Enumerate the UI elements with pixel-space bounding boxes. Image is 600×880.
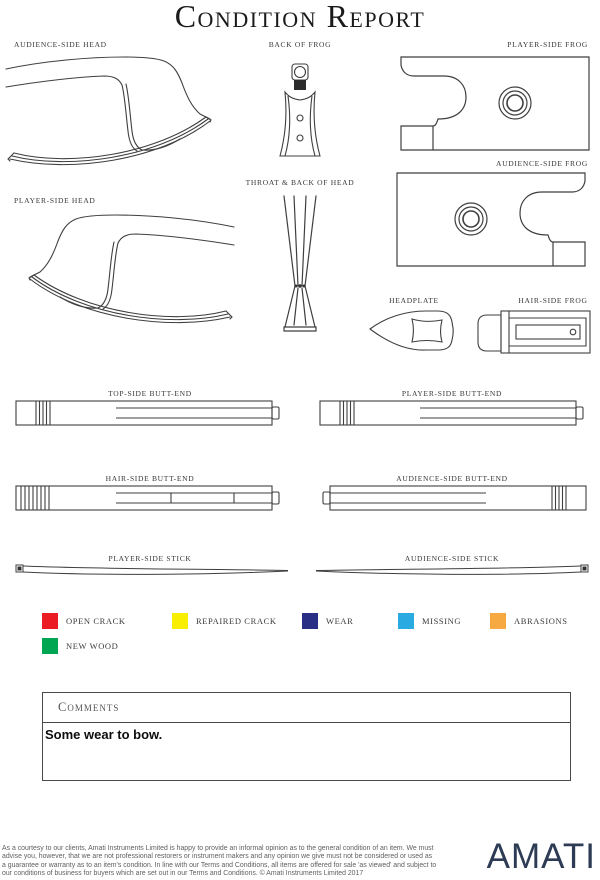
hair-side-butt-end-diagram (16, 485, 280, 511)
page-title: Condition Report (174, 0, 426, 34)
player-side-head-diagram (8, 215, 236, 329)
disclaimer-line: advise you, however, that we are not professional restorers or instrument makers and any opinion we give must not be considered or used as (2, 853, 433, 861)
audience-side-stick-diagram (314, 562, 590, 576)
legend-item-missing (398, 613, 461, 629)
open-crack-swatch (42, 613, 58, 629)
label-hair-side-frog: HAIR-SIDE FROG (518, 296, 588, 305)
label-audience-side-stick: AUDIENCE-SIDE STICK (404, 554, 500, 563)
repaired-crack-swatch (172, 613, 188, 629)
label-audience-side-butt-end: AUDIENCE-SIDE BUTT-END (396, 474, 508, 483)
back-of-frog-diagram (278, 62, 322, 158)
disclaimer-text (2, 845, 480, 879)
missing-swatch (398, 613, 414, 629)
new-wood-swatch (42, 638, 58, 654)
audience-side-frog-diagram (396, 173, 586, 267)
label-player-side-stick: PLAYER-SIDE STICK (108, 554, 192, 563)
player-side-butt-end-diagram (320, 400, 584, 426)
top-side-butt-end-diagram (16, 400, 280, 426)
label-audience-side-frog: AUDIENCE-SIDE FROG (496, 159, 588, 168)
label-headplate: HEADPLATE (389, 296, 439, 305)
legend-label: WEAR (326, 616, 354, 626)
label-player-side-butt-end: PLAYER-SIDE BUTT-END (401, 389, 503, 398)
label-player-side-frog: PLAYER-SIDE FROG (507, 40, 588, 49)
legend-label: MISSING (422, 616, 462, 626)
disclaimer-line: As a courtesy to our clients, Amati Instruments Limited is happy to provide an informal opinion as to the general condition of an item. We must (2, 845, 434, 852)
audience-side-head-diagram (4, 57, 222, 171)
comments-text: Some wear to bow. (45, 727, 163, 742)
legend-label: REPAIRED CRACK (196, 616, 277, 626)
wear-swatch (302, 613, 318, 629)
disclaimer-line: a guarantee or warranty as to an item's condition. In line with our Terms and Conditions, all items are offered for sale 'as viewed' and subject to (2, 861, 437, 869)
legend-label: ABRASIONS (514, 616, 568, 626)
legend-item-abrasions (490, 613, 568, 629)
disclaimer-line: our conditions of business for buyers which are set out in our Terms and Conditions. © Amati Instruments Limited 2017 (2, 870, 364, 878)
legend-label: OPEN CRACK (66, 616, 126, 626)
player-side-stick-diagram (14, 562, 290, 576)
label-audience-side-head: AUDIENCE-SIDE HEAD (14, 40, 107, 49)
label-back-of-frog: BACK OF FROG (268, 40, 332, 49)
label-hair-side-butt-end: HAIR-SIDE BUTT-END (105, 474, 195, 483)
abrasions-swatch (490, 613, 506, 629)
comments-box (42, 692, 571, 781)
legend-item-new-wood (42, 638, 118, 654)
throat-back-of-head-diagram (280, 196, 320, 336)
legend-item-repaired-crack (172, 613, 277, 629)
legend-item-open-crack (42, 613, 126, 629)
label-top-side-butt-end: TOP-SIDE BUTT-END (108, 389, 192, 398)
label-player-side-head: PLAYER-SIDE HEAD (14, 196, 96, 205)
hair-side-frog-diagram (476, 310, 592, 354)
comments-header: Comments (43, 693, 570, 723)
legend-item-wear (302, 613, 353, 629)
legend-label: NEW WOOD (66, 641, 119, 651)
headplate-diagram (370, 308, 456, 354)
amati-logo: AMATI (486, 837, 596, 876)
player-side-frog-diagram (400, 57, 590, 151)
audience-side-butt-end-diagram (322, 485, 586, 511)
label-throat-back-of-head: THROAT & BACK OF HEAD (245, 178, 355, 187)
